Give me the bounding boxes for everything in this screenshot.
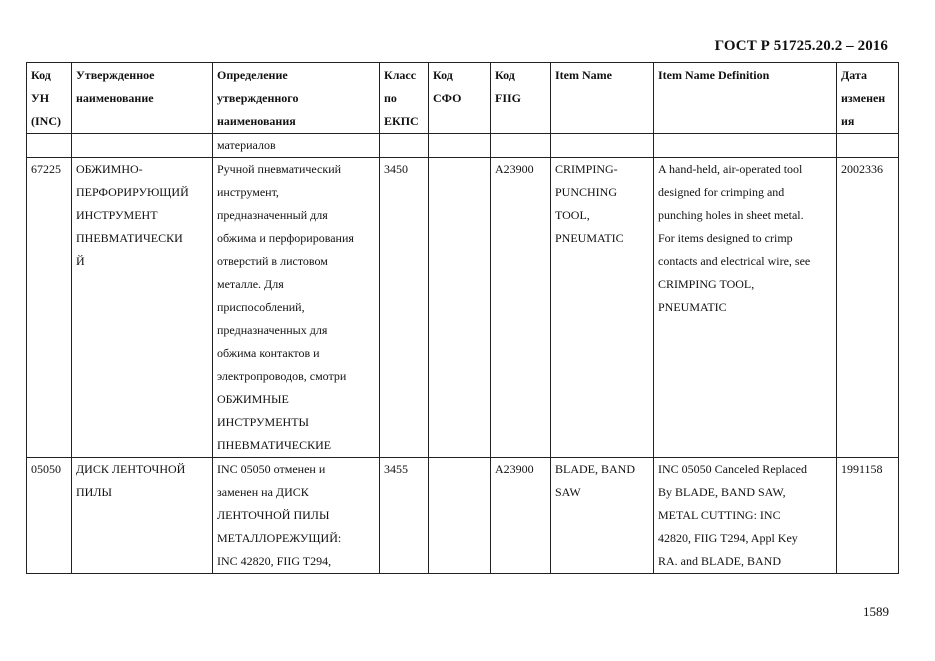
col-header-approved-name: Утвержденное наименование (72, 63, 213, 134)
table-cell-sfo-code (429, 158, 491, 458)
col-header-fiig-code: Код FIIG (491, 63, 551, 134)
col-header-item-name: Item Name (551, 63, 654, 134)
table-cell-item-name: CRIMPING- PUNCHING TOOL, PNEUMATIC (551, 158, 654, 458)
table-cell (837, 134, 899, 158)
col-header-change-date: Дата изменен ия (837, 63, 899, 134)
table-cell-inc: 67225 (27, 158, 72, 458)
col-header-name-definition-ru: Определение утвержденного наименования (213, 63, 380, 134)
table-cell (380, 134, 429, 158)
table-cell (72, 134, 213, 158)
table-cell-sfo-code (429, 458, 491, 574)
table-cell-fiig-code: A23900 (491, 458, 551, 574)
table-cell-fiig-code: A23900 (491, 158, 551, 458)
table-cell (654, 134, 837, 158)
table-cell-ekps-class: 3450 (380, 158, 429, 458)
table-cell-item-definition: A hand-held, air-operated tool designed for crimping and punching holes in sheet metal. For items designed to crimp contacts and electrical wire, see CRIMPING TOOL, PNEUMATIC (654, 158, 837, 458)
table-row-continuation (27, 134, 899, 158)
table-cell-definition-ru: INC 05050 отменен и заменен на ДИСК ЛЕНТОЧНОЙ ПИЛЫ МЕТАЛЛОРЕЖУЩИЙ: INC 42820, FIIG T294, (213, 458, 380, 574)
table-cell-change-date: 1991158 (837, 458, 899, 574)
table-header-row (27, 63, 899, 134)
table-cell-definition-ru: Ручной пневматический инструмент, предназначенный для обжима и перфорирования отверстий в листовом металле. Для приспособлений, предназначенных для обжима контактов и электропроводов, смотри ОБЖИМНЫЕ ИНСТРУМЕНТЫ ПНЕВМАТИЧЕСКИЕ (213, 158, 380, 458)
table-cell (27, 134, 72, 158)
table-cell (551, 134, 654, 158)
page-number: 1589 (863, 604, 889, 619)
col-header-ekps-class: Класс по ЕКПС (380, 63, 429, 134)
table-cell-item-definition: INC 05050 Canceled Replaced By BLADE, BAND SAW, METAL CUTTING: INC 42820, FIIG T294, Appl Key RA. and BLADE, BAND (654, 458, 837, 574)
table-cell-approved-name: ДИСК ЛЕНТОЧНОЙ ПИЛЫ (72, 458, 213, 574)
table-cell (429, 134, 491, 158)
table-cell-ekps-class: 3455 (380, 458, 429, 574)
table-cell-item-name: BLADE, BAND SAW (551, 458, 654, 574)
document-code: ГОСТ Р 51725.20.2 – 2016 (714, 38, 888, 54)
table-cell (491, 134, 551, 158)
col-header-sfo-code: Код СФО (429, 63, 491, 134)
table-cell-change-date: 2002336 (837, 158, 899, 458)
table-cell-approved-name: ОБЖИМНО- ПЕРФОРИРУЮЩИЙ ИНСТРУМЕНТ ПНЕВМАТИЧЕСКИ Й (72, 158, 213, 458)
table-row (27, 158, 899, 458)
col-header-item-name-definition: Item Name Definition (654, 63, 837, 134)
table-row (27, 458, 899, 574)
table-cell-inc: 05050 (27, 458, 72, 574)
table-cell: материалов (213, 134, 380, 158)
classification-table (26, 62, 899, 574)
col-header-inc-code: Код УН (INC) (27, 63, 72, 134)
